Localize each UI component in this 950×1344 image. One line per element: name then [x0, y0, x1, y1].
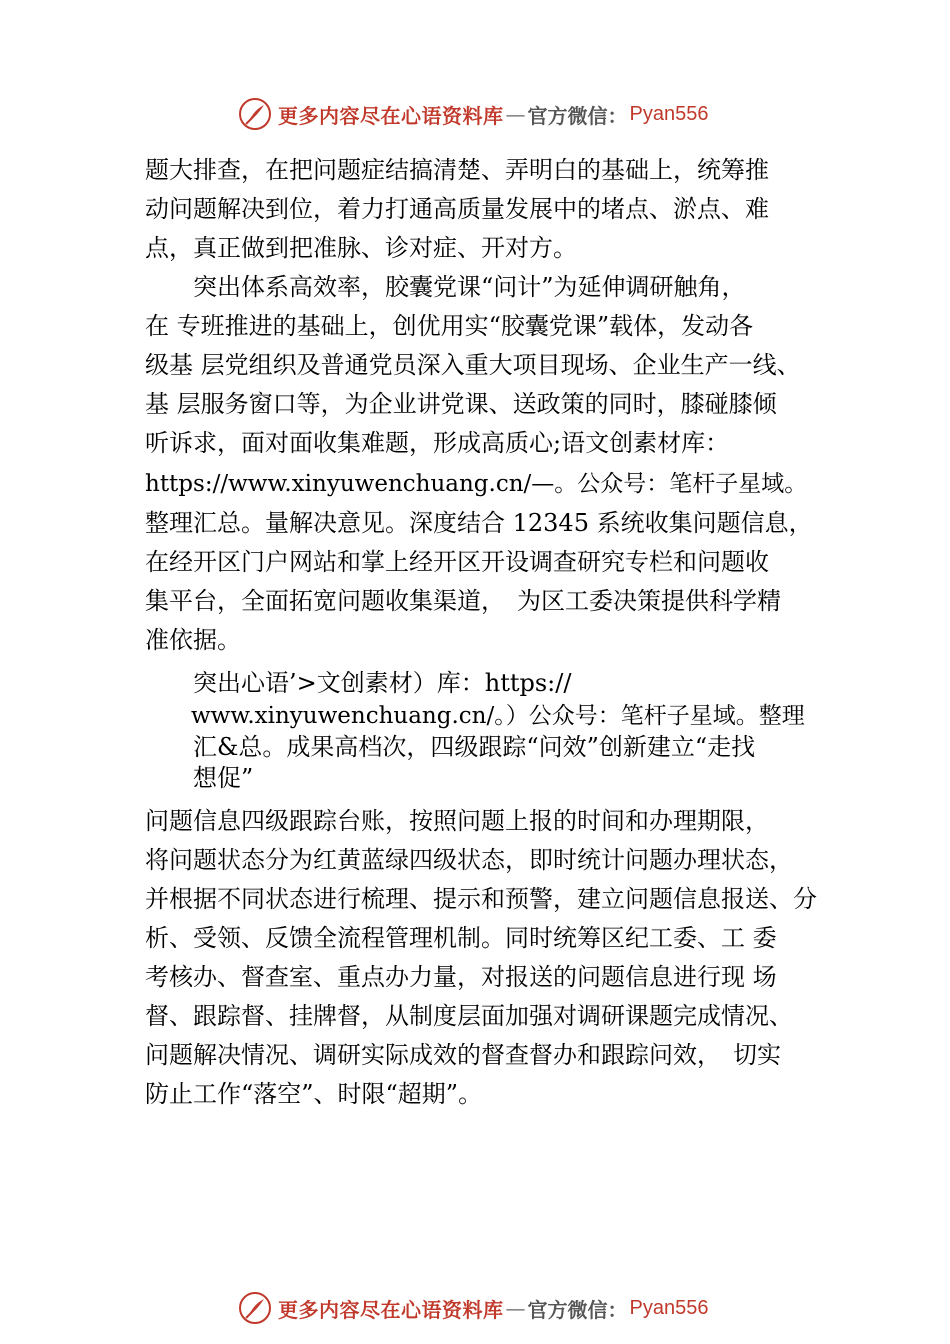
body-line: 想促”: [145, 764, 254, 792]
body-line: 准依据。: [145, 626, 241, 654]
body-line: 在经开区门户网站和掌上经开区开设调查研究专栏和问题收: [145, 548, 769, 576]
body-line: 考核办、督查室、重点办力量，对报送的问题信息进行现 场: [145, 963, 777, 991]
body-line: 题大排查，在把问题症结搞清楚、弄明白的基础上，统筹推: [145, 156, 769, 184]
body-line: 突出体系高效率，胶囊党课“问计”为延伸调研触角，: [145, 273, 746, 301]
quill-logo-icon: [238, 97, 272, 131]
body-line: 级基 层党组织及普通党员深入重大项目现场、企业生产一线、: [145, 351, 801, 379]
body-line: 在 专班推进的基础上，创优用实“胶囊党课”载体，发动各: [145, 312, 754, 340]
banner-dash: —: [505, 1296, 526, 1320]
body-line: 将问题状态分为红黄蓝绿四级状态，即时统计问题办理状态，: [145, 846, 793, 874]
banner-text: 更多内容尽在心语资料库: [278, 103, 504, 128]
body-line: 防止工作“落空”、时限“超期”。: [145, 1080, 483, 1108]
body-line: 突出心语’>文创素材）库：https://: [145, 669, 572, 697]
quill-logo-icon: [238, 1291, 272, 1325]
banner-wechat-label: 官方微信：: [527, 103, 628, 128]
banner-wechat-id: Pyan556: [629, 102, 709, 125]
body-line: 督、跟踪督、挂牌督，从制度层面加强对调研课题完成情况、: [145, 1002, 793, 1030]
body-line: 动问题解决到位，着力打通高质量发展中的堵点、淤点、难: [145, 195, 769, 223]
body-line: 问题信息四级跟踪台账，按照问题上报的时间和办理期限，: [145, 807, 769, 835]
body-line: 点，真正做到把准脉、诊对症、开对方。: [145, 234, 577, 262]
body-line: 听诉求，面对面收集难题，形成高质心;语文创素材库：: [145, 429, 730, 457]
body-line: 整理汇总。量解决意见。深度结合 12345 系统收集问题信息，: [145, 509, 813, 537]
body-line: 汇&总。成果高档次，四级跟踪“问效”创新建立“走找: [145, 733, 756, 761]
body-line: 集平台，全面拓宽问题收集渠道， 为区工委决策提供科学精: [145, 587, 781, 615]
banner-wechat-label: 官方微信：: [527, 1297, 628, 1322]
banner-text: 更多内容尽在心语资料库: [278, 1297, 504, 1322]
header-banner: [238, 96, 708, 132]
body-line-url: www.xinyuwenchuang.cn/。）公众号：笔杆子星域。整理: [145, 703, 805, 729]
banner-wechat-id: Pyan556: [629, 1296, 709, 1319]
footer-banner: [238, 1290, 708, 1326]
banner-dash: —: [505, 102, 526, 126]
body-line: 并根据不同状态进行梳理、提示和预警，建立问题信息报送、分: [145, 885, 817, 913]
body-line-url: https://www.xinyuwenchuang.cn/—。公众号：笔杆子星域。: [145, 471, 808, 497]
body-line: 问题解决情况、调研实际成效的督查督办和跟踪问效， 切实: [145, 1041, 781, 1069]
body-line: 析、受领、反馈全流程管理机制。同时统筹区纪工委、工 委: [145, 924, 777, 952]
body-line: 基 层服务窗口等，为企业讲党课、送政策的同时，膝碰膝倾: [145, 390, 777, 418]
